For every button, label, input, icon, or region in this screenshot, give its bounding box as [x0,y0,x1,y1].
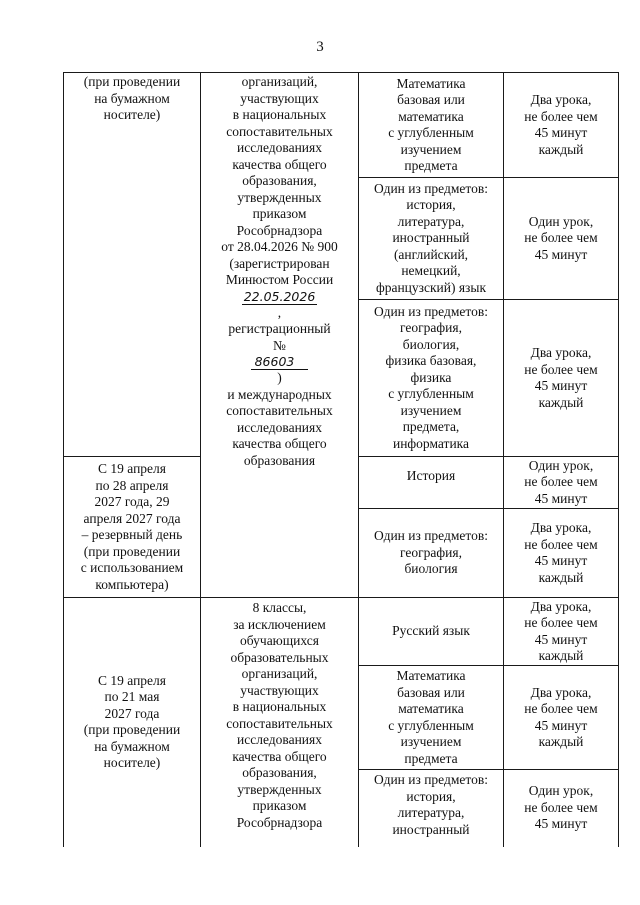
subject-line: предмета [404,750,458,766]
subject-line: с углубленным [388,386,474,402]
subject-line: биология, [402,336,460,352]
duration-line: каждый [538,648,584,663]
participants-line: за исключением [233,616,326,632]
subject-line: изучением [400,141,462,157]
duration-line: Один урок, [528,457,594,473]
participants-line: в национальных [232,107,327,122]
subject-line: история, [406,788,456,804]
participants-line: качества общего [232,436,327,451]
duration-line: 45 минут [534,717,588,733]
subject-cell [359,300,503,456]
duration-line: каждый [538,569,584,585]
period-line: апреля 2027 года [83,510,181,526]
subject-line: иностранный [392,230,470,246]
duration-line: не более чем [524,474,598,490]
participants-line: в национальных [232,699,327,714]
duration-line: Два урока, [530,92,592,107]
period-line: С 19 апреля [98,461,166,476]
subject-line: физика [410,369,452,385]
duration-line: 45 минут [534,816,588,832]
duration-line: Два урока, [530,684,592,700]
period-line: на бумажном [94,90,170,106]
duration-line: каждый [538,734,584,749]
participants-line: регистрационный [228,321,331,336]
duration-line: не более чем [524,108,598,124]
participants-line: участвующих [240,90,319,106]
handwritten-registration-date: 22.05.2026 [243,288,316,304]
subject-line: с углубленным [388,717,474,733]
page-number: 3 [316,39,324,55]
participants-cell [201,600,358,846]
registration-date-line [242,289,318,322]
duration-line: Один урок, [528,213,594,229]
subject-cell [359,509,503,597]
period-line: носителе) [103,755,161,770]
subject-line: история, [406,197,456,213]
subject-line: (английский, [393,246,469,262]
participants-line: участвующих [240,682,319,698]
participants-line: образования, [242,765,317,780]
period-line: компьютера) [95,576,169,592]
participants-line: образования, [242,173,317,188]
participants-cell [201,74,358,468]
duration-line: не более чем [524,701,598,716]
period-line: 2027 года [104,705,160,721]
participants-line: сопоставительных [226,403,333,418]
subject-line: предмета [404,158,458,173]
handwritten-registration-number: 86603 [251,354,309,370]
registration-number-line [251,338,309,387]
duration-cell [504,73,618,177]
subject-line: французский) язык [375,279,487,295]
subject-cell [359,73,503,177]
column-divider [618,72,619,847]
subject-line: география, [400,320,462,336]
participants-line: от 28.04.2026 № 900 [221,239,338,254]
subject-line: Математика [396,75,466,91]
period-cell [64,598,200,846]
participants-line: исследованиях [237,140,322,155]
subject-cell [359,598,503,665]
subject-line: предмета, [402,419,460,435]
period-line: 2027 года, 29 [94,494,170,509]
duration-line: Один урок, [528,783,594,799]
duration-cell [504,666,618,769]
duration-cell [504,300,618,456]
duration-line: Два урока, [530,520,592,535]
subject-line: История [406,467,456,483]
period-line: С 19 апреля [98,672,166,688]
duration-line: 45 минут [534,553,588,568]
subject-line: Русский язык [392,623,470,639]
participants-line: качества общего [232,748,327,764]
duration-cell [504,770,618,846]
number-sign: № [273,337,286,353]
duration-line: 45 минут [534,246,588,262]
period-cell [64,457,200,597]
subject-line: Один из предметов: [374,303,488,319]
subject-line: литература, [397,805,465,820]
participants-line: утвержденных [237,189,322,205]
subject-line: изучением [400,402,462,418]
participants-line: сопоставительных [226,715,333,731]
subject-line: изучением [400,734,462,749]
duration-line: 45 минут [534,378,588,393]
duration-cell [504,509,618,597]
duration-line: не более чем [524,615,598,630]
duration-line: Два урока, [530,598,592,614]
period-line: (при проведении [83,722,181,737]
period-line: с использованием [80,560,184,575]
subject-line: Один из предметов: [374,528,488,544]
participants-line: исследованиях [237,419,322,435]
participants-line: организаций, [241,666,318,681]
subject-line: Математика [396,668,466,683]
number-suffix: ) [277,370,282,385]
participants-line: 8 классы, [252,600,307,615]
subject-line: немецкий, [401,263,461,279]
subject-cell [359,772,503,846]
period-line: (при проведении [83,74,181,89]
duration-cell [504,178,618,299]
participants-line: Рособрнадзора [236,814,323,830]
period-line: по 21 мая [104,689,160,704]
participants-line: обучающихся [240,633,319,648]
subject-line: математика [398,108,464,124]
duration-line: 45 минут [534,125,588,140]
period-line: – резервный день [81,527,183,542]
participants-line: Рособрнадзора [236,222,323,238]
period-line: (при проведении [83,543,181,559]
duration-line: не более чем [524,361,598,377]
participants-line: качества общего [232,156,327,172]
participants-line: приказом [252,798,307,813]
duration-line: не более чем [524,799,598,815]
subject-line: физика базовая, [385,353,477,369]
subject-line: базовая или [397,92,465,107]
subject-line: с углубленным [388,125,474,140]
duration-line: каждый [538,141,584,157]
participants-line: и международных [227,386,332,402]
participants-line: утвержденных [237,781,322,797]
subject-line: информатика [392,435,470,451]
subject-cell [359,178,503,299]
duration-line: Два урока, [530,345,592,360]
subject-line: иностранный [392,821,470,837]
duration-line: 45 минут [534,490,588,506]
participants-line: образовательных [230,649,329,665]
subject-line: Один из предметов: [374,180,488,196]
participants-line: образования [243,452,316,468]
subject-cell [359,666,503,769]
duration-line: каждый [538,394,584,410]
duration-cell [504,598,618,665]
participants-line: организаций, [241,74,318,89]
participants-line: сопоставительных [226,123,333,139]
subject-line: литература, [397,213,465,229]
subject-line: математика [398,701,464,716]
period-line: на бумажном [94,738,170,754]
subject-line: Один из предметов: [374,772,488,787]
date-suffix: , [277,304,282,320]
duration-line: не более чем [524,230,598,246]
duration-line: не более чем [524,536,598,552]
subject-line: биология [404,561,458,577]
subject-cell [359,457,503,495]
period-cell [64,74,200,194]
duration-cell [504,457,618,508]
period-line: по 28 апреля [95,477,169,493]
participants-line: приказом [252,206,307,221]
duration-line: 45 минут [534,631,588,647]
participants-line: (зарегистрирован [229,255,330,271]
subject-line: география, [400,544,462,560]
participants-line: исследованиях [237,732,322,747]
period-line: носителе) [103,107,161,122]
participants-line: Минюстом России [225,272,334,287]
subject-line: базовая или [397,684,465,700]
